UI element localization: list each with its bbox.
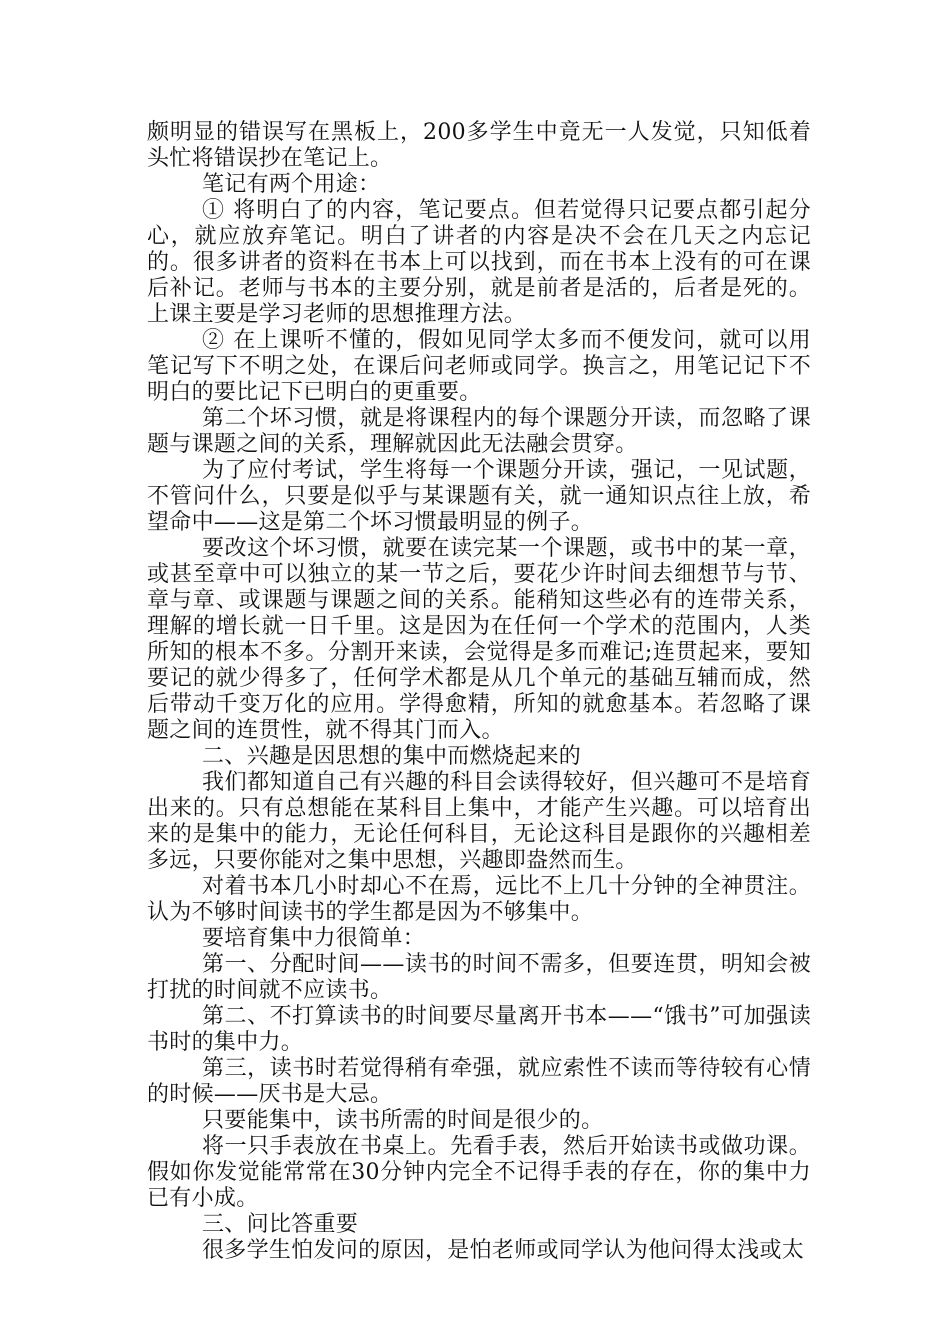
section-heading: 二、兴趣是因思想的集中而燃烧起来的 <box>202 744 582 769</box>
paragraph: 第三，读书时若觉得稍有牵强，就应索性不读而等待较有心情的时候——厌书是大忌。 <box>147 1056 811 1107</box>
paragraph: 对着书本几小时却心不在焉，远比不上几十分钟的全神贯注。认为不够时间读书的学生都是因为不够集中。 <box>147 874 811 925</box>
section-heading: 三、问比答重要 <box>202 1212 359 1237</box>
paragraph: 要改这个坏习惯，就要在读完某一个课题，或书中的某一章，或甚至章中可以独立的某一节之后，要花少许时间去细想节与节、章与章、或课题与课题之间的关系。能稍知这些必有的连带关系，理解的增长就一日千里。这是因为在任何一个学术的范围内，人类所知的根本不多。分割开来读，会觉得是多而难记;连贯起来，要知要记的就少得多了，任何学术都是从几个单元的基础互辅而成，然后带动千变万化的应用。学得愈精，所知的就愈基本。若忽略了课题之间的连贯性，就不得其门而入。 <box>147 536 811 743</box>
paragraph: 为了应付考试，学生将每一个课题分开读，强记，一见试题，不管问什么，只要是似乎与某课题有关，就一通知识点往上放，希望命中——这是第二个坏习惯最明显的例子。 <box>147 458 811 535</box>
paragraph: 第二、不打算读书的时间要尽量离开书本——“饿书”可加强读书时的集中力。 <box>147 1004 811 1055</box>
paragraph: 颇明显的错误写在黑板上，200多学生中竟无一人发觉，只知低着头忙将错误抄在笔记上。 <box>147 120 811 171</box>
paragraph: 只要能集中，读书所需的时间是很少的。 <box>202 1108 604 1133</box>
paragraph: 要培育集中力很简单： <box>202 926 426 951</box>
paragraph: 将一只手表放在书桌上。先看手表，然后开始读书或做功课。假如你发觉能常常在30分钟内完全不记得手表的存在，你的集中力已有小成。 <box>147 1134 811 1211</box>
paragraph: 第一、分配时间——读书的时间不需多，但要连贯，明知会被打扰的时间就不应读书。 <box>147 952 811 1003</box>
paragraph: 我们都知道自己有兴趣的科目会读得较好，但兴趣可不是培育出来的。只有总想能在某科目上集中，才能产生兴趣。可以培育出来的是集中的能力，无论任何科目，无论这科目是跟你的兴趣相差多远，只要你能对之集中思想，兴趣即盎然而生。 <box>147 770 811 873</box>
paragraph: 第二个坏习惯，就是将课程内的每个课题分开读，而忽略了课题与课题之间的关系，理解就因此无法融会贯穿。 <box>147 406 811 457</box>
paragraph: 很多学生怕发问的原因，是怕老师或同学认为他问得太浅或太 <box>202 1238 805 1263</box>
paragraph: ① 将明白了的内容，笔记要点。但若觉得只记要点都引起分心，就应放弃笔记。明白了讲者的内容是决不会在几天之内忘记的。很多讲者的资料在书本上可以找到，而在书本上没有的可在课后补记。老师与书本的主要分别，就是前者是活的，后者是死的。上课主要是学习老师的思想推理方法。 <box>147 198 811 327</box>
paragraph: 笔记有两个用途： <box>202 172 381 197</box>
paragraph: ② 在上课听不懂的，假如见同学太多而不便发问，就可以用笔记写下不明之处，在课后问老师或同学。换言之，用笔记记下不明白的要比记下已明白的更重要。 <box>147 328 811 405</box>
document-body <box>147 120 811 1264</box>
